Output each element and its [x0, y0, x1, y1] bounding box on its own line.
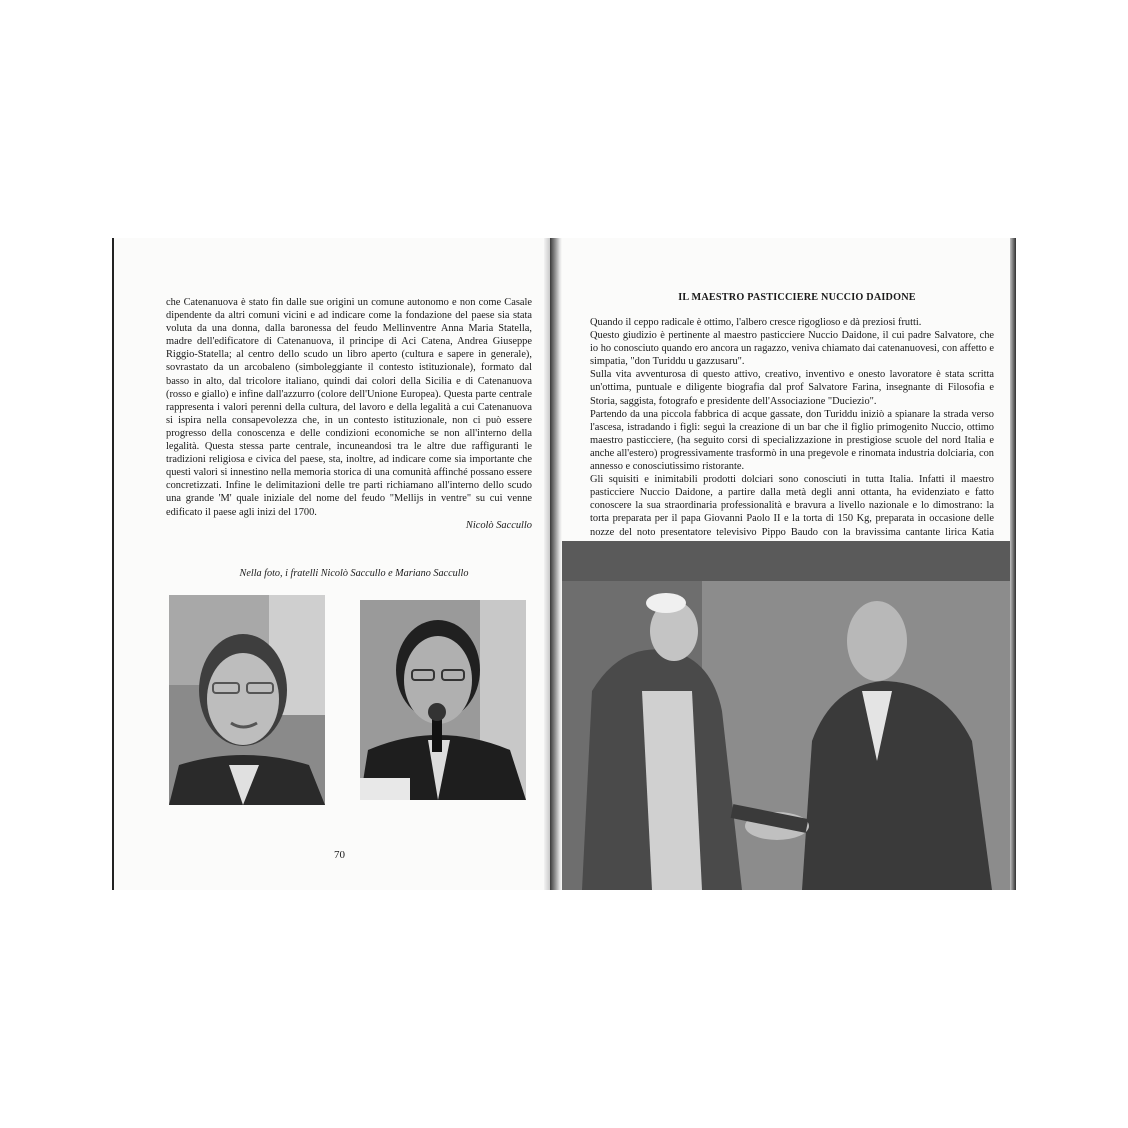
author-signature: Nicolò Saccullo — [465, 519, 532, 531]
left-page — [112, 238, 552, 890]
photo-caption: Nella foto, i fratelli Nicolò Saccullo e Mariano Saccullo — [239, 568, 469, 579]
left-page-text — [166, 296, 532, 532]
right-paragraph: Questo giudizio è pertinente al maestro pasticciere Nuccio Daidone, il cui padre Salvatore, che io ho conosciuto quando ero ancora un ragazzo, veniva chiamato dai catenanuovesi, con affetto e simpatia, "don Turiddu u gazzusaru". — [590, 330, 994, 368]
pope-meeting-photo — [562, 541, 1010, 890]
article-heading: IL MAESTRO PASTICCIERE NUCCIO DAIDONE — [678, 292, 916, 303]
book-spread — [112, 238, 1012, 890]
right-paragraph: Gli squisiti e inimitabili prodotti dolciari sono conosciuti in tutta Italia. Infatti il maestro pasticciere Nuccio Daidone, a partire dalla metà degli anni ottanta, ha evidenziato e fatto conoscere la sua straordinaria professionalità e bravura a livello nazionale e lo dimostrano: la torta preparata per il papa Giovanni Paolo II e la torta di 150 Kg, preparata in occasione delle nozze del noto presentatore televisivo Pippo Baudo con la bravissima cantante lirica Katia — [590, 474, 994, 538]
left-paragraph: che Catenanuova è stato fin dalle sue origini un comune autonomo e non come Casale dipendente da altri comuni vicini e ad indicare come la fondazione del paese sia stata voluta da una donna, dalla baronessa del feudo Mellinventre Anna Maria Statella, madre dell'edificatore di Catenanuova, il principe di Aci Catena, Andrea Giuseppe Riggio-Statella; al centro dello scudo un libro aperto (cultura e sapere in generale), sovrastato da un arcobaleno (simboleggiante il contesto istituzionale), formato dal basso in alto, dal tricolore italiano, quindi dai colori della Sicilia e di Catenanuova (rosso e giallo) e infine dall'azzurro (colore dell'Unione Europea). Questa parte centrale rappresenta i valori perenni della cultura, del lavoro e della legalità a cui Catenanuova si ispira nella consapevolezza che, in un contesto istituzionale, non ci può essere progresso della conoscenza e delle condizioni economiche se non all'interno della legalità. Questa stessa parte centrale, incuneandosi tra le altre due raffiguranti le tradizioni religiosa e civica del paese, sta, inoltre, ad indicare come sia importante che questi valori si innestino nella memoria storica di una comunità affinché possano essere concretizzati. Infine le delimitazioni delle tre parti richiamano all'interno dello scudo una grande 'M' quale iniziale del nome del feudo "Mellijs in ventre" su cui venne edificato il paese agli inizi del 1700. — [166, 297, 532, 518]
page-number: 70 — [334, 849, 345, 861]
right-paragraph: Quando il ceppo radicale è ottimo, l'albero cresce rigoglioso e dà preziosi frutti. — [590, 317, 922, 328]
portrait-photo-left — [169, 595, 325, 805]
right-paragraph: Partendo da una piccola fabbrica di acque gassate, don Turiddu iniziò a spianare la strada verso l'ascesa, istradando i figli: seguì la creazione di un bar che il figlio primogenito Nuccio, ottimo maestro pasticciere, (ha seguito corsi di specializzazione in prestigiose scuole del nord Italia e anche all'estero) progressivamente trasformò in una pregevole e rinomata industria dolciaria, con annesso e conosciutissimo ristorante. — [590, 408, 994, 473]
right-paragraph: Sulla vita avventurosa di questo attivo, creativo, inventivo e onesto lavoratore è stata scritta un'ottima, puntuale e diligente biografia dal prof Salvatore Farina, insegnante di Filosofia e Storia, saggista, fotografo e presidente dell'Associazione "Duciezio". — [590, 369, 994, 407]
right-page — [552, 238, 1010, 890]
right-page-text — [590, 316, 994, 552]
portrait-photo-right — [360, 600, 526, 800]
